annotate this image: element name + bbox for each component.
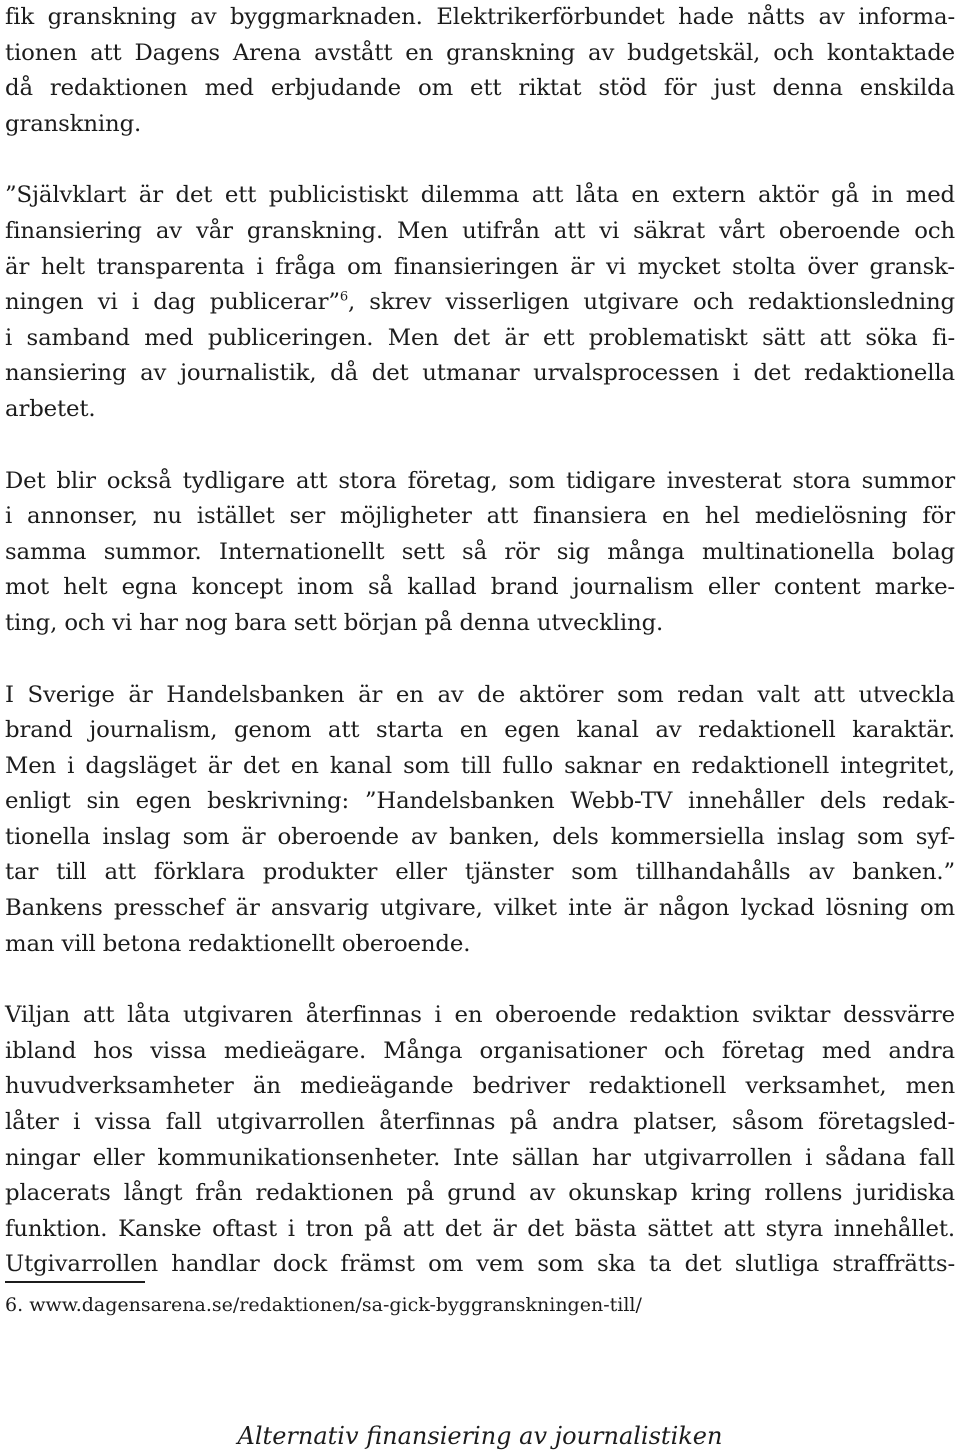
text-line: man vill betona redaktionellt oberoende. bbox=[5, 930, 471, 957]
text-line: nansiering av journalistik, då det utmanar urvalsprocessen i det redaktionella bbox=[5, 360, 955, 387]
text-line: tionen att Dagens Arena avstått en granskning av budgetskäl, och kontaktade bbox=[5, 39, 955, 66]
text-segment: ningen vi i dag publicerar” bbox=[5, 289, 340, 316]
paragraph-3 bbox=[5, 464, 955, 642]
text-line: samma summor. Internationellt sett så rör sig många multinationella bolag bbox=[5, 538, 955, 565]
text-line: enligt sin egen beskrivning: ”Handelsbanken Webb-TV innehåller dels redak- bbox=[5, 788, 955, 815]
text-line: ting, och vi har nog bara sett början på denna utveckling. bbox=[5, 609, 664, 636]
text-line: i annonser, nu istället ser möjligheter att finansiera en hel medielösning för bbox=[5, 503, 955, 530]
text-line: är helt transparenta i fråga om finansieringen är vi mycket stolta över gransk- bbox=[5, 253, 955, 280]
footnote-divider bbox=[5, 1281, 145, 1283]
paragraph-1 bbox=[5, 0, 955, 142]
paragraph-4 bbox=[5, 678, 955, 963]
text-line: placerats långt från redaktionen på grund av okunskap kring rollens juridiska bbox=[5, 1180, 955, 1207]
text-line: tar till att förklara produkter eller tjänster som tillhandahålls av banken.” bbox=[5, 859, 955, 886]
text-line: ”Självklart är det ett publicistiskt dilemma att låta en extern aktör gå in med bbox=[5, 182, 955, 209]
text-line: då redaktionen med erbjudande om ett riktat stöd för just denna enskilda bbox=[5, 75, 955, 102]
footnote-number: 6. bbox=[5, 1294, 24, 1316]
text-line: arbetet. bbox=[5, 395, 96, 422]
text-line: mot helt egna koncept inom så kallad brand journalism eller content marke- bbox=[5, 574, 955, 601]
running-footer-title: Alternativ finansiering av journalistiken bbox=[237, 1422, 723, 1450]
footnote bbox=[5, 1290, 642, 1320]
text-line: tionella inslag som är oberoende av banken, dels kommersiella inslag som syf- bbox=[5, 823, 955, 850]
text-segment: , skrev visserligen utgivare och redaktionsledning bbox=[347, 289, 955, 316]
paragraph-2 bbox=[5, 178, 955, 427]
text-line: ibland hos vissa medieägare. Många organisationer och företag med andra bbox=[5, 1037, 955, 1064]
text-line: finansiering av vår granskning. Men utifrån att vi säkrat vårt oberoende och bbox=[5, 217, 955, 244]
text-line: I Sverige är Handelsbanken är en av de aktörer som redan valt att utveckla bbox=[5, 681, 955, 708]
text-line: ningar eller kommunikationsenheter. Inte sällan har utgivarrollen i sådana fall bbox=[5, 1144, 955, 1171]
paragraph-5 bbox=[5, 998, 955, 1283]
document-body bbox=[5, 0, 955, 1283]
text-line: Viljan att låta utgivaren återfinnas i en oberoende redaktion sviktar dessvärre bbox=[5, 1002, 955, 1029]
text-line: fik granskning av byggmarknaden. Elektrikerförbundet hade nåtts av informa- bbox=[5, 4, 955, 30]
text-line: brand journalism, genom att starta en egen kanal av redaktionell karaktär. bbox=[5, 717, 955, 744]
text-line: Det blir också tydligare att stora företag, som tidigare investerat stora summor bbox=[5, 467, 955, 494]
text-line: funktion. Kanske oftast i tron på att det är det bästa sättet att styra innehållet. bbox=[5, 1215, 955, 1242]
text-line: i samband med publiceringen. Men det är ett problematiskt sätt att söka fi- bbox=[5, 324, 955, 351]
text-line: granskning. bbox=[5, 110, 142, 137]
footnote-reference: 6 bbox=[339, 289, 348, 305]
text-line: Men i dagsläget är det en kanal som till fullo saknar en redaktionell integritet, bbox=[5, 752, 955, 779]
text-line: låter i vissa fall utgivarrollen återfinnas på andra platser, såsom företagsled- bbox=[5, 1109, 955, 1136]
footnote-link: www.dagensarena.se/redaktionen/sa-gick-byggranskningen-till/ bbox=[29, 1294, 642, 1316]
text-line: Utgivarrollen handlar dock främst om vem som ska ta det slutliga straffrätts- bbox=[5, 1251, 955, 1278]
text-line: huvudverksamheter än medieägande bedriver redaktionell verksamhet, men bbox=[5, 1073, 955, 1100]
text-line: Bankens presschef är ansvarig utgivare, vilket inte är någon lyckad lösning om bbox=[5, 895, 955, 922]
text-line-with-footnote-ref bbox=[5, 285, 955, 321]
